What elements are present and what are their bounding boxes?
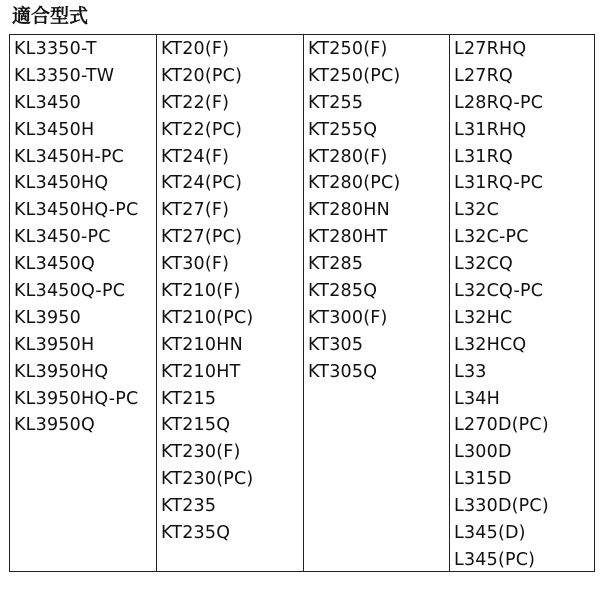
model-item: KT280(PC) [308, 173, 401, 194]
model-item: KL3350-TW [14, 65, 115, 86]
model-item: L32C-PC [454, 227, 529, 248]
model-item: KL3950 [14, 307, 81, 328]
model-item: KT215Q [161, 415, 231, 436]
model-item: L27RQ [454, 65, 513, 86]
model-item: L32CQ-PC [454, 281, 544, 302]
model-item: KT210HT [161, 361, 241, 382]
model-item: KT30(F) [161, 254, 230, 275]
model-item: KT215 [161, 388, 217, 409]
model-item: KT22(PC) [161, 119, 243, 140]
model-item: KT210HN [161, 334, 243, 355]
model-item: KT280HN [308, 200, 390, 221]
compatible-models-table [9, 34, 595, 572]
model-item: L330D(PC) [454, 496, 549, 517]
model-item: L31RQ-PC [454, 173, 544, 194]
model-item: KT230(PC) [161, 469, 254, 490]
model-item: L300D [454, 442, 512, 463]
model-item: KT280(F) [308, 146, 388, 167]
model-item: KT280HT [308, 227, 388, 248]
model-column-1 [10, 35, 157, 571]
model-item: KT27(F) [161, 200, 230, 221]
model-item: KT285Q [308, 281, 378, 302]
model-item: KT24(F) [161, 146, 230, 167]
model-item: KL3450Q [14, 254, 95, 275]
model-item: L34H [454, 388, 500, 409]
model-item: KT210(F) [161, 281, 241, 302]
model-item: KT210(PC) [161, 307, 254, 328]
model-item: KT250(PC) [308, 65, 401, 86]
model-column-3 [304, 35, 450, 571]
model-item: L270D(PC) [454, 415, 549, 436]
model-item: KT20(PC) [161, 65, 243, 86]
model-item: L315D [454, 469, 512, 490]
model-item: KL3950HQ-PC [14, 388, 139, 409]
model-item: KL3950HQ [14, 361, 109, 382]
model-item: L31RQ [454, 146, 513, 167]
model-item: KL3350-T [14, 39, 97, 59]
model-item: KT235Q [161, 523, 231, 544]
model-item: L31RHQ [454, 119, 527, 140]
model-item: L32CQ [454, 254, 514, 275]
model-item: KT24(PC) [161, 173, 243, 194]
page-title: 適合型式 [12, 5, 89, 27]
model-item: L28RQ-PC [454, 92, 544, 113]
model-item: KL3450 [14, 92, 81, 113]
model-item: KL3950H [14, 334, 95, 355]
model-item: L345(PC) [454, 549, 536, 570]
model-item: KL3450H [14, 119, 95, 140]
model-item: KL3450Q-PC [14, 281, 126, 302]
model-item: KT27(PC) [161, 227, 243, 248]
model-item: L345(D) [454, 523, 526, 544]
model-item: KT230(F) [161, 442, 241, 463]
model-item: KL3450H-PC [14, 146, 125, 167]
model-item: L32HC [454, 307, 513, 328]
model-item: L32C [454, 200, 500, 221]
model-item: KT250(F) [308, 39, 388, 59]
model-item: KT305 [308, 334, 364, 355]
model-item: L27RHQ [454, 39, 527, 59]
model-item: KT22(F) [161, 92, 230, 113]
model-item: L33 [454, 361, 487, 382]
model-item: KL3450-PC [14, 227, 111, 248]
model-item: KT235 [161, 496, 217, 517]
model-item: KL3950Q [14, 415, 95, 436]
model-item: KT305Q [308, 361, 378, 382]
model-item: KL3450HQ-PC [14, 200, 139, 221]
model-item: KL3450HQ [14, 173, 109, 194]
model-item: L32HCQ [454, 334, 527, 355]
model-item: KT255Q [308, 119, 378, 140]
model-item: KT20(F) [161, 39, 230, 59]
model-column-2 [157, 35, 304, 571]
model-item: KT255 [308, 92, 364, 113]
model-item: KT300(F) [308, 307, 388, 328]
model-item: KT285 [308, 254, 364, 275]
model-column-4 [450, 35, 594, 571]
